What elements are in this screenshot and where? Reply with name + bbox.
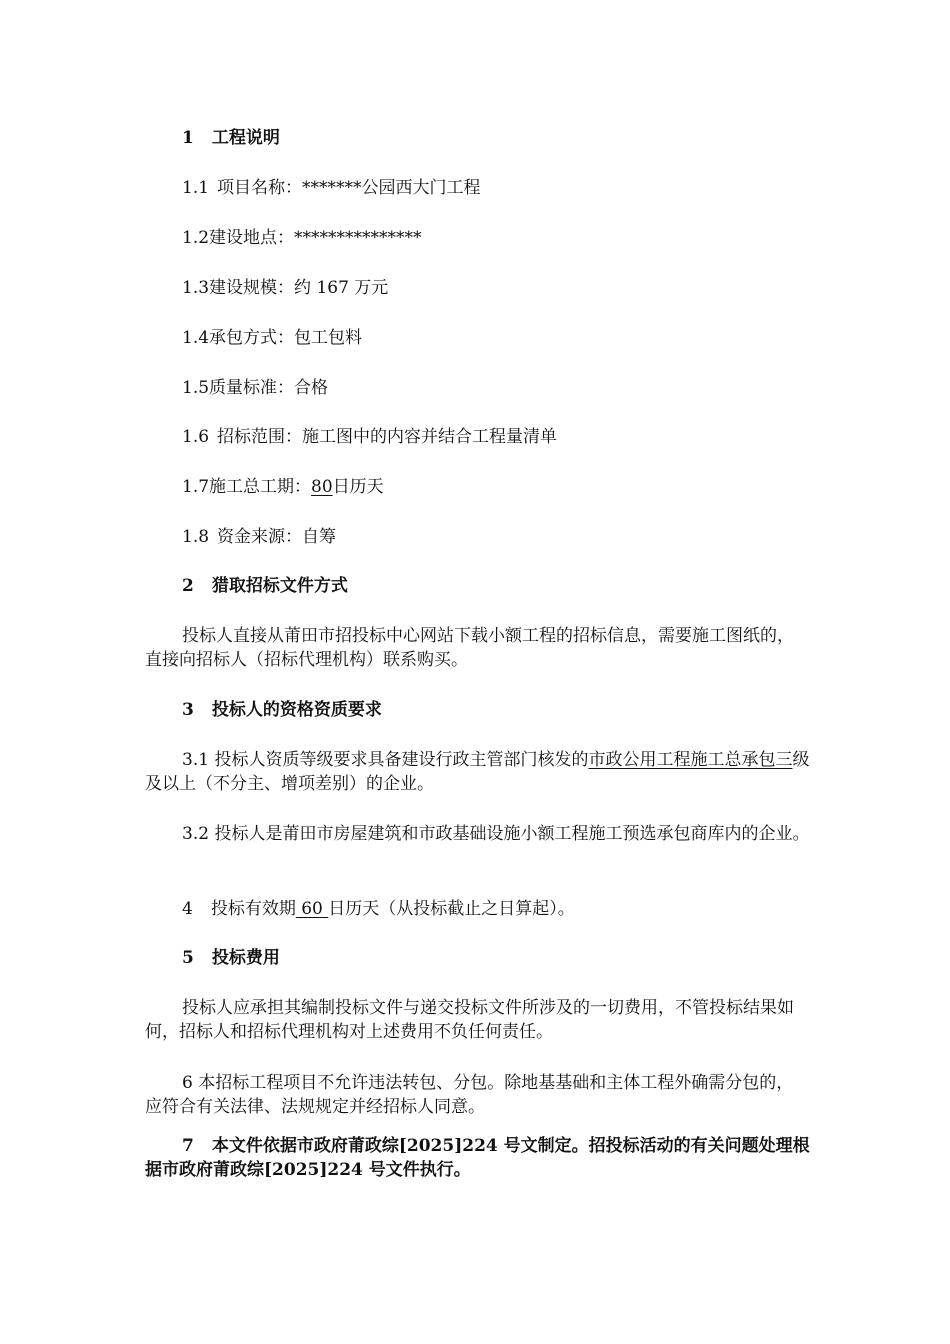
item-number: 1.2 bbox=[182, 228, 210, 248]
section-5-number: 5 bbox=[182, 948, 194, 968]
section-5-body bbox=[145, 996, 810, 1044]
item-label: 承包方式： bbox=[209, 328, 295, 348]
item-value: 自筹 bbox=[302, 527, 337, 547]
item-label: 质量标准： bbox=[209, 378, 295, 398]
item-value: 包工包料 bbox=[294, 328, 363, 348]
item-1-5 bbox=[182, 376, 328, 400]
section-1-number: 1 bbox=[182, 128, 194, 148]
section-2-title: 猎取招标文件方式 bbox=[211, 576, 348, 596]
section-5-text: 投标人应承担其编制投标文件与递交投标文件所涉及的一切费用，不管投标结果如何，招标人和招标代理机构对上述费用不负任何责任。 bbox=[145, 998, 794, 1042]
section-4-suffix: 日历天（从投标截止之日算起）。 bbox=[328, 899, 575, 919]
section-3-2-text: 3.2 投标人是莆田市房屋建筑和市政基础设施小额工程施工预选承包商库内的企业。 bbox=[182, 824, 810, 844]
section-2-text: 投标人直接从莆田市招投标中心网站下载小额工程的招标信息，需要施工图纸的，直接向招标人（招标代理机构）联系购买。 bbox=[145, 626, 794, 670]
item-label: 招标范围： bbox=[217, 427, 303, 447]
section-7-body bbox=[145, 1134, 810, 1182]
item-label: 资金来源： bbox=[217, 527, 303, 547]
section-4-value: 60 bbox=[295, 899, 329, 919]
item-label: 施工总工期： bbox=[209, 477, 312, 497]
section-3-title: 投标人的资格资质要求 bbox=[211, 700, 382, 720]
section-6-body bbox=[145, 1071, 810, 1119]
item-number: 1.4 bbox=[182, 328, 210, 348]
item-number: 1.8 bbox=[182, 527, 210, 547]
section-1-heading bbox=[182, 126, 280, 150]
item-1-6 bbox=[182, 425, 557, 449]
section-7-number: 7 bbox=[182, 1136, 194, 1156]
item-suffix: 日历天 bbox=[332, 477, 384, 497]
section-3-1-prefix: 3.1 投标人资质等级要求具备建设行政主管部门核发的 bbox=[182, 750, 589, 770]
item-value: 约 167 万元 bbox=[294, 278, 389, 298]
section-4-number: 4 bbox=[182, 899, 193, 919]
section-5-heading bbox=[182, 946, 280, 970]
section-3-1-body bbox=[145, 748, 810, 796]
item-value: *************** bbox=[294, 228, 422, 248]
section-7-text: 本文件依据市政府莆政综[2025]224 号文制定。招投标活动的有关问题处理根据市政府莆政综[2025]224 号文件执行。 bbox=[145, 1136, 810, 1180]
item-value: 80 bbox=[311, 477, 333, 497]
item-1-7 bbox=[182, 475, 384, 499]
item-label: 建设地点： bbox=[209, 228, 295, 248]
item-number: 1.5 bbox=[182, 378, 210, 398]
item-1-1 bbox=[182, 176, 481, 200]
item-1-8 bbox=[182, 525, 336, 549]
section-2-number: 2 bbox=[182, 576, 194, 596]
section-1-title: 工程说明 bbox=[211, 128, 280, 148]
item-number: 1.1 bbox=[182, 178, 210, 198]
item-number: 1.6 bbox=[182, 427, 210, 447]
item-label: 建设规模： bbox=[209, 278, 295, 298]
section-2-heading bbox=[182, 574, 348, 598]
item-value: 合格 bbox=[294, 378, 329, 398]
section-3-1-suffix: 级及以上（不分主、增项差别）的企业。 bbox=[145, 750, 810, 794]
section-5-title: 投标费用 bbox=[211, 948, 280, 968]
section-3-number: 3 bbox=[182, 700, 194, 720]
item-1-2 bbox=[182, 226, 422, 250]
section-4-line bbox=[182, 897, 575, 921]
section-3-1-qualification: 市政公用工程施工总承包三 bbox=[588, 750, 793, 770]
section-3-2-body bbox=[145, 822, 810, 846]
item-1-4 bbox=[182, 326, 362, 350]
item-label: 项目名称： bbox=[217, 178, 303, 198]
section-4-prefix: 投标有效期 bbox=[210, 899, 296, 919]
item-value: 施工图中的内容并结合工程量清单 bbox=[302, 427, 558, 447]
item-number: 1.3 bbox=[182, 278, 210, 298]
item-number: 1.7 bbox=[182, 477, 210, 497]
item-1-3 bbox=[182, 276, 388, 300]
section-3-heading bbox=[182, 698, 382, 722]
item-value: *******公园西大门工程 bbox=[302, 178, 481, 198]
section-6-text: 6 本招标工程项目不允许违法转包、分包。除地基基础和主体工程外确需分包的，应符合有关法律、法规规定并经招标人同意。 bbox=[145, 1073, 794, 1117]
section-2-body bbox=[145, 624, 810, 672]
